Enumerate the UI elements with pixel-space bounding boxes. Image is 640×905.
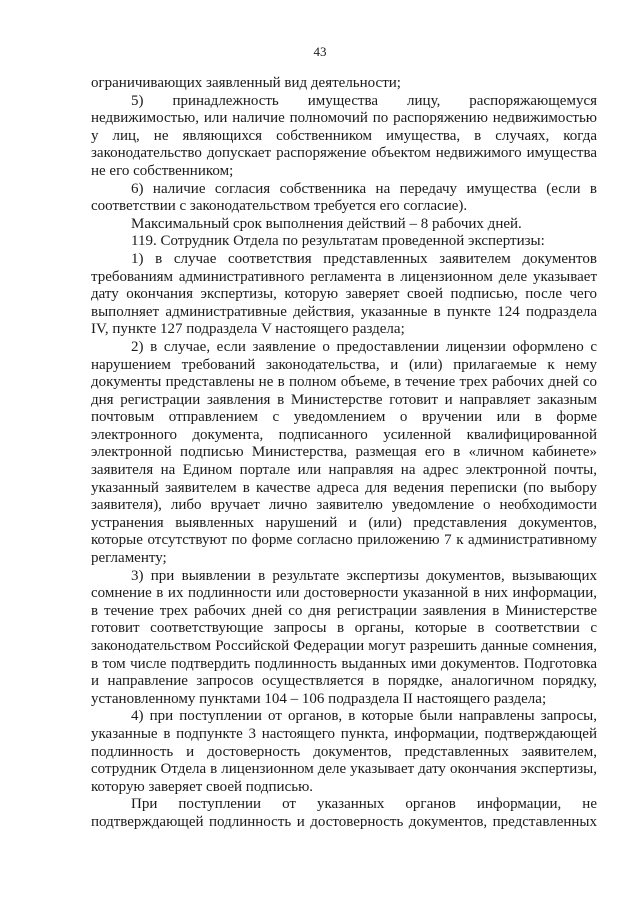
paragraph: Максимальный срок выполнения действий – 8 рабочих дней. [131, 215, 522, 232]
paragraph: 1) в случае соответствия представленных заявителем документов требованиям административного регламента в лицензионном деле указывает дату окончания экспертизы, которую заверяет своей подписью, после чего выполняет административные действия, указанные в пункте 124 подраздела IV, пункте 127 подраздела V настоящего раздела; [91, 250, 597, 338]
paragraph: 4) при поступлении от органов, в которые были направлены запросы, указанные в подпункте 3 настоящего пункта, информации, подтверждающей подлинность и достоверность документов, представленных заявителем, сотрудник Отдела в лицензионном деле указывает дату окончания экспертизы, которую заверяет своей подписью. [91, 708, 597, 795]
paragraph: При поступлении от указанных органов информации, не подтверждающей подлинность и достоверность документов, представленных [91, 796, 597, 830]
paragraph: ограничивающих заявленный вид деятельности; [91, 75, 401, 91]
document-body [91, 75, 597, 832]
paragraph: 5) принадлежность имущества лицу, распоряжающемуся недвижимостью, или наличие полномочий по распоряжению недвижимостью у лиц, не являющихся собственником имущества, в случаях, когда законодательство допускает распоряжение объектом недвижимого имущества не его собственником; [91, 92, 597, 179]
paragraph: 6) наличие согласия собственника на передачу имущества (если в соответствии с законодательством требуется его согласие). [91, 180, 597, 215]
paragraph: 119. Сотрудник Отдела по результатам проведенной экспертизы: [131, 233, 545, 250]
page-number: 43 [313, 44, 327, 59]
paragraph: 3) при выявлении в результате экспертизы документов, вызывающих сомнение в их подлинности или достоверности указанной в них информации, в течение трех рабочих дней со дня регистрации заявления в Министерстве готовит соответствующие запросы в органы, которые в соответствии с законодательством Российской Федерации могут разрешить данные сомнения, в том числе подтвердить подлинность выданных ими документов. Подготовка и направление запросов осуществляется в порядке, аналогичном порядку, установленному пунктами 104 – 106 подраздела II настоящего раздела; [91, 567, 597, 707]
paragraph: 2) в случае, если заявление о предоставлении лицензии оформлено с нарушением требований законодательства, и (или) прилагаемые к нему документы представлены не в полном объеме, в течение трех рабочих дней со дня регистрации заявления в Министерстве готовит и направляет заказным почтовым отправлением с уведомлением о вручении или в форме электронного документа, подписанного усиленной квалифицированной электронной подписью Министерства, размещая его в «личном кабинете» заявителя на Едином портале или направляя на адрес электронной почты, указанный заявителем в качестве адреса для ведения переписки (по выбору заявителя), либо вручает лично заявителю уведомление о необходимости устранения выявленных нарушений и (или) представления документов, которые отсутствуют по форме согласно приложению 7 к административному регламенту; [91, 338, 597, 567]
